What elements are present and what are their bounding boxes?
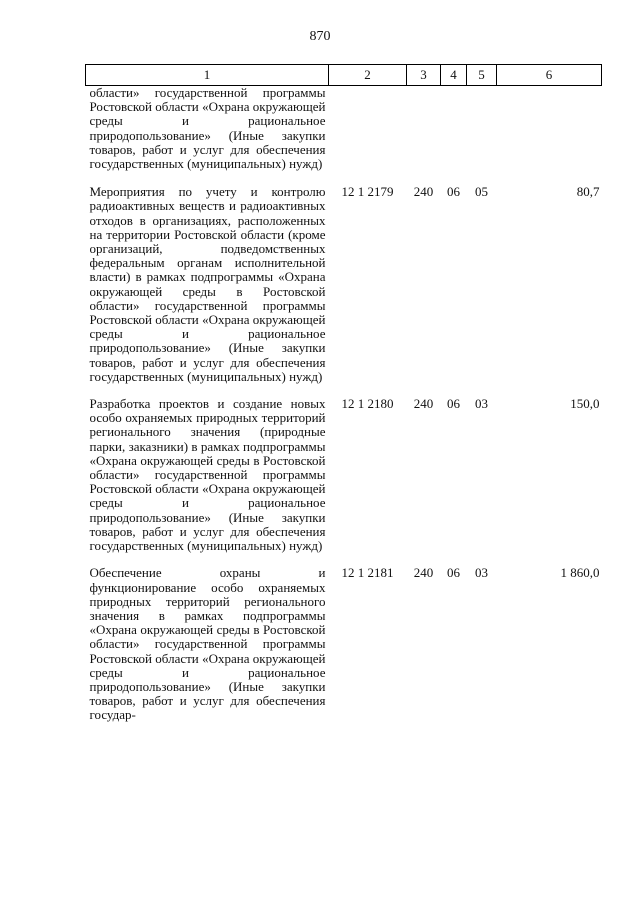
row-amount bbox=[497, 86, 602, 186]
row-description: области» государственной программы Ростовской области «Охрана окружающей среды и рациональное природопользование» (Иные закупки товаров, работ и услуг для обеспечения государственных (муниципальных) нужд) bbox=[89, 85, 326, 172]
row-subsection: 03 bbox=[475, 396, 488, 412]
table-row bbox=[86, 185, 602, 397]
row-amount: 80,7 bbox=[576, 184, 600, 200]
row-expense-type: 240 bbox=[413, 184, 434, 200]
table-row bbox=[86, 566, 602, 722]
table-header bbox=[86, 65, 602, 86]
table-row bbox=[86, 397, 602, 566]
column-header-3: 3 bbox=[407, 65, 441, 86]
row-section: 06 bbox=[447, 184, 460, 200]
row-description: Мероприятия по учету и контролю радиоактивных веществ и радиоактивных отходов в организациях, расположенных на территории Ростовской области (кроме организаций, подведомственных федеральным органам исполнительной власти) в рамках подпрограммы «Охрана окружающей среды в Ростовской области» государственной программы Ростовской области «Охрана окружающей среды и рациональное природопользование» (Иные закупки товаров, работ и услуг для обеспечения государственных (муниципальных) нужд) bbox=[89, 184, 326, 384]
row-target-code: 12 1 2181 bbox=[341, 565, 394, 581]
row-subsection bbox=[467, 86, 497, 186]
row-target-code bbox=[329, 86, 407, 186]
row-description: Обеспечение охраны и функционирование особо охраняемых природных территорий регионального значения в рамках подпрограммы «Охрана окружающей среды в Ростовской области» государственной программы Ростовской области «Охрана окружающей среды и рациональное природопользование» (Иные закупки товаров, работ и услуг для обеспечения государ- bbox=[89, 565, 326, 723]
row-expense-type: 240 bbox=[413, 396, 434, 412]
row-amount: 1 860,0 bbox=[560, 565, 600, 581]
page-number: 870 bbox=[309, 29, 331, 44]
row-section bbox=[441, 86, 467, 186]
budget-table bbox=[85, 64, 602, 723]
row-expense-type bbox=[407, 86, 441, 186]
row-subsection: 03 bbox=[475, 565, 488, 581]
table-body bbox=[86, 86, 602, 723]
row-subsection: 05 bbox=[475, 184, 488, 200]
row-section: 06 bbox=[447, 396, 460, 412]
table-row bbox=[86, 86, 602, 186]
row-amount: 150,0 bbox=[570, 396, 600, 412]
column-header-4: 4 bbox=[441, 65, 467, 86]
row-section: 06 bbox=[447, 565, 460, 581]
row-expense-type: 240 bbox=[413, 565, 434, 581]
header-row bbox=[86, 65, 602, 86]
row-target-code: 12 1 2179 bbox=[341, 184, 394, 200]
column-header-6: 6 bbox=[497, 65, 602, 86]
row-target-code: 12 1 2180 bbox=[341, 396, 394, 412]
column-header-5: 5 bbox=[467, 65, 497, 86]
column-header-2: 2 bbox=[329, 65, 407, 86]
column-header-1: 1 bbox=[86, 65, 329, 86]
row-description: Разработка проектов и создание новых особо охраняемых природных территорий регионального значения (природные парки, заказники) в рамках подпрограммы «Охрана окружающей среды в Ростовской области» государственной программы Ростовской области «Охрана окружающей среды и рациональное природопользование» (Иные закупки товаров, работ и услуг для обеспечения государственных (муниципальных) нужд) bbox=[89, 396, 326, 554]
